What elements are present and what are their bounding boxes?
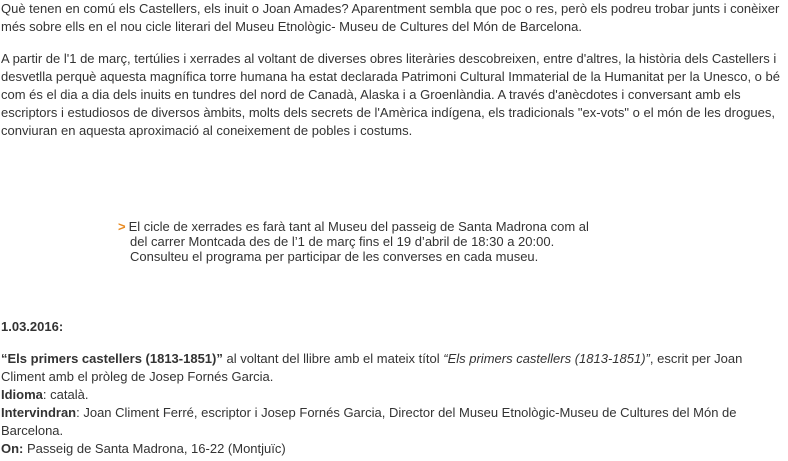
session-date: 1.03.2016: (1, 319, 64, 334)
description-paragraph: A partir de l'1 de març, tertúlies i xerrades al voltant de diverses obres literàries descobreixen, entre d'altres, la història dels Castellers i desvetlla perquè aquesta magnífica torre humana ha estat declarada Patrimoni Cultural Immaterial de la Humanitat per la Unesco, o bé com és el dia a dia dels inuits en tundres del nord de Canadà, Alaska i a Groenlàndia. A través d'anècdotes i conversant amb els escriptors i estudiosos de diversos àmbits, molts dels secrets de l'Amèrica indígena, els tradicionals "ex-vots" o el món de les drogues, conviuran en aquesta aproximació al coneixement de pobles i costums. (1, 51, 780, 138)
language-label: Idioma (1, 387, 43, 402)
book-suffix: , escrit per Joan Climent amb el pròleg de Josep Fornés Garcia. (1, 351, 743, 384)
session-summary (1, 350, 786, 386)
note-line-1 (118, 219, 638, 234)
location-label: On: (1, 441, 24, 456)
session-title: “Els primers castellers (1813-1851)” (1, 351, 223, 366)
speakers-line (1, 404, 786, 440)
language-line (1, 386, 786, 404)
note-line-3: Consulteu el programa per participar de les converses en cada museu. (130, 249, 539, 264)
session-title-suffix: al voltant del llibre amb el mateix títol (222, 351, 444, 366)
note-line-2: del carrer Montcada des de l’1 de març fins el 19 d’abril de 18:30 a 20:00. (130, 234, 555, 249)
schedule-note (118, 219, 638, 264)
location-value: Passeig de Santa Madrona, 16-22 (Montjuïc) (23, 441, 286, 456)
intro-paragraph: Què tenen en comú els Castellers, els inuit o Joan Amades? Aparentment sembla que poc o res, però els podreu trobar junts i conèixer més sobre ells en el nou cicle literari del Museu Etnològic- Museu de Cultures del Món de Barcelona. (1, 1, 780, 34)
speakers-label: Intervindran (1, 405, 77, 420)
speakers-value: : Joan Climent Ferré, escriptor i Josep Fornés Garcia, Director del Museu Etnològic-Museu de Cultures del Món de Barcelona. (1, 405, 737, 438)
note-text-1: El cicle de xerrades es farà tant al Museu del passeig de Santa Madrona com al (128, 219, 589, 234)
arrow-bullet-icon: > (118, 219, 126, 234)
location-line (1, 440, 786, 458)
language-value: : català. (42, 387, 89, 402)
session-details (1, 350, 786, 458)
book-title: “Els primers castellers (1813-1851)” (443, 351, 650, 366)
